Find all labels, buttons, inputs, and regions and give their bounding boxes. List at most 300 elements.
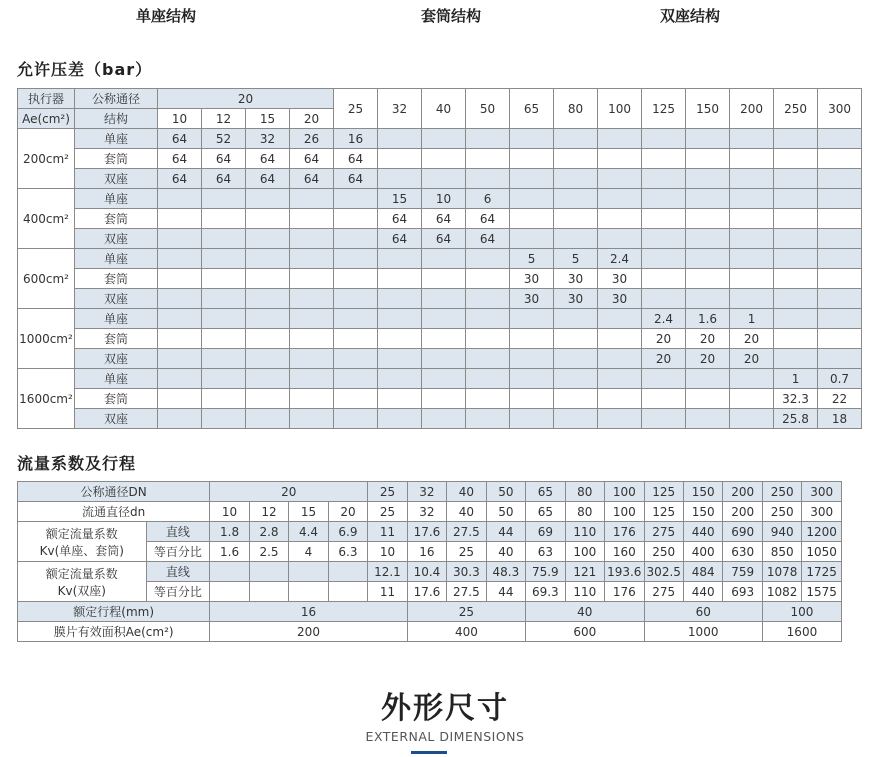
characteristic-label: 等百分比	[146, 542, 210, 562]
table-cell	[554, 149, 598, 169]
table-row	[18, 249, 862, 269]
dn-header: 125	[642, 89, 686, 129]
table-cell	[378, 329, 422, 349]
table-cell	[378, 269, 422, 289]
dn-header: 25	[334, 89, 378, 129]
table-row	[18, 349, 862, 369]
table-cell	[598, 369, 642, 389]
table-cell	[642, 229, 686, 249]
table-cell	[774, 289, 818, 309]
table-cell: 193.6	[605, 562, 644, 582]
table-cell: 1725	[802, 562, 842, 582]
table-cell: 1200	[802, 522, 842, 542]
table-cell: 1	[774, 369, 818, 389]
table-cell	[466, 309, 510, 329]
stroke-label: 额定行程(mm)	[18, 602, 210, 622]
dn-header: 150	[683, 482, 722, 502]
table-cell	[334, 349, 378, 369]
table-cell	[158, 389, 202, 409]
table-cell: 100	[762, 602, 841, 622]
structure-type: 套筒	[75, 149, 158, 169]
table-cell	[422, 249, 466, 269]
table-cell	[510, 229, 554, 249]
table-cell: 64	[158, 129, 202, 149]
table-cell	[210, 562, 249, 582]
table-cell	[422, 409, 466, 429]
dn-header: 80	[565, 482, 604, 502]
dn-label: 公称通径DN	[18, 482, 210, 502]
table-cell	[818, 229, 862, 249]
table-cell: 400	[683, 542, 722, 562]
table-cell	[730, 129, 774, 149]
table-cell: 75.9	[526, 562, 565, 582]
table-cell: 69.3	[526, 582, 565, 602]
table-cell: 693	[723, 582, 762, 602]
table-cell	[642, 249, 686, 269]
table-cell	[774, 169, 818, 189]
table-cell	[246, 209, 290, 229]
table-cell: 12.1	[368, 562, 407, 582]
table-cell	[202, 329, 246, 349]
table-cell	[158, 229, 202, 249]
table-cell: 25	[407, 602, 525, 622]
dn-header: 250	[762, 482, 801, 502]
table-cell: 1.8	[210, 522, 249, 542]
table-cell	[510, 309, 554, 329]
section-title-flow: 流量系数及行程	[17, 454, 137, 473]
table-cell	[290, 189, 334, 209]
flow-coefficient-table	[17, 481, 842, 642]
table-cell	[686, 209, 730, 229]
table-cell	[246, 349, 290, 369]
table-cell: 300	[802, 502, 842, 522]
table-cell	[510, 389, 554, 409]
table-cell	[210, 582, 249, 602]
diaphragm-area-label: 膜片有效面积Ae(cm²)	[18, 622, 210, 642]
table-row	[18, 229, 862, 249]
table-cell: 17.6	[407, 522, 446, 542]
table-cell	[466, 389, 510, 409]
table-row	[18, 289, 862, 309]
table-cell	[290, 309, 334, 329]
table-cell	[598, 229, 642, 249]
table-cell	[554, 369, 598, 389]
table-cell	[730, 229, 774, 249]
dn-header: 50	[486, 482, 525, 502]
structure-type: 双座	[75, 349, 158, 369]
table-cell	[246, 269, 290, 289]
table-cell	[378, 289, 422, 309]
table-cell: 10.4	[407, 562, 446, 582]
table-cell: 440	[683, 522, 722, 542]
table-cell: 69	[526, 522, 565, 542]
table-row	[18, 369, 862, 389]
structure-type: 单座	[75, 369, 158, 389]
table-cell	[818, 169, 862, 189]
table-cell	[510, 349, 554, 369]
table-cell	[466, 169, 510, 189]
table-cell	[466, 129, 510, 149]
table-cell: 27.5	[447, 582, 486, 602]
table-cell: 200	[210, 622, 407, 642]
dn-header: 300	[802, 482, 842, 502]
table-cell: 30	[510, 289, 554, 309]
kv-label-line: Kv(单座、套筒)	[39, 543, 124, 558]
table-cell	[334, 249, 378, 269]
dn-header: 32	[407, 482, 446, 502]
table-cell	[598, 409, 642, 429]
table-row	[18, 389, 862, 409]
table-cell: 125	[644, 502, 683, 522]
table-cell	[249, 562, 288, 582]
table-cell	[246, 409, 290, 429]
dn-header: 25	[368, 482, 407, 502]
table-cell: 40	[447, 502, 486, 522]
table-cell	[818, 289, 862, 309]
table-cell: 64	[290, 149, 334, 169]
table-cell	[158, 209, 202, 229]
structure-type: 单座	[75, 129, 158, 149]
table-cell	[598, 329, 642, 349]
table-cell	[290, 349, 334, 369]
table-cell: 940	[762, 522, 801, 542]
table-cell	[642, 209, 686, 229]
table-cell: 64	[158, 169, 202, 189]
table-row	[18, 329, 862, 349]
table-cell	[158, 409, 202, 429]
table-cell	[422, 389, 466, 409]
table-cell	[686, 169, 730, 189]
table-cell: 110	[565, 582, 604, 602]
section-subtitle-dimensions: EXTERNAL DIMENSIONS	[365, 729, 525, 744]
dn-header: 100	[605, 482, 644, 502]
table-cell	[598, 169, 642, 189]
table-cell: 50	[486, 502, 525, 522]
table-cell: 1000	[644, 622, 762, 642]
table-cell: 20	[730, 349, 774, 369]
table-cell: 16	[407, 542, 446, 562]
table-cell	[818, 349, 862, 369]
table-cell	[378, 349, 422, 369]
table-cell: 302.5	[644, 562, 683, 582]
table-cell	[422, 149, 466, 169]
table-cell	[249, 582, 288, 602]
actuator-label: 执行器	[18, 89, 75, 109]
table-cell	[378, 169, 422, 189]
table-cell	[510, 169, 554, 189]
table-cell: 150	[683, 502, 722, 522]
table-cell	[554, 349, 598, 369]
structure-type: 双座	[75, 229, 158, 249]
table-cell	[246, 329, 290, 349]
table-cell	[422, 289, 466, 309]
table-cell: 600	[526, 622, 644, 642]
table-cell: 630	[723, 542, 762, 562]
table-cell: 10	[210, 502, 249, 522]
table-cell: 18	[818, 409, 862, 429]
table-cell	[422, 329, 466, 349]
table-cell	[466, 409, 510, 429]
actuator-area: 1000cm²	[18, 309, 75, 369]
table-cell	[334, 289, 378, 309]
dn-header: 65	[526, 482, 565, 502]
table-cell: 64	[378, 209, 422, 229]
table-cell	[422, 129, 466, 149]
table-cell: 12	[249, 502, 288, 522]
table-cell: 200	[723, 502, 762, 522]
table-cell	[202, 209, 246, 229]
table-cell: 160	[605, 542, 644, 562]
table-cell: 6.3	[328, 542, 368, 562]
dn-group-20: 20	[210, 482, 368, 502]
structure-type: 套筒	[75, 389, 158, 409]
table-cell	[202, 289, 246, 309]
table-cell	[818, 269, 862, 289]
table-cell	[774, 309, 818, 329]
table-cell	[642, 129, 686, 149]
table-row	[18, 309, 862, 329]
table-cell	[774, 329, 818, 349]
table-cell	[246, 389, 290, 409]
dn-sub-header: 15	[246, 109, 290, 129]
table-cell	[466, 149, 510, 169]
table-cell: 11	[368, 582, 407, 602]
table-row	[18, 602, 842, 622]
table-cell	[730, 389, 774, 409]
table-cell	[334, 209, 378, 229]
table-cell	[202, 249, 246, 269]
table-cell: 26	[290, 129, 334, 149]
dn-sub-header: 12	[202, 109, 246, 129]
table-cell	[290, 369, 334, 389]
table-row	[18, 149, 862, 169]
table-cell: 64	[334, 149, 378, 169]
table-cell: 250	[644, 542, 683, 562]
table-cell: 176	[605, 582, 644, 602]
table-cell: 1575	[802, 582, 842, 602]
table-cell: 15	[289, 502, 328, 522]
dn-header: 300	[818, 89, 862, 129]
actuator-area: 400cm²	[18, 189, 75, 249]
table-cell	[158, 309, 202, 329]
table-cell: 10	[422, 189, 466, 209]
table-cell	[554, 169, 598, 189]
table-cell: 850	[762, 542, 801, 562]
table-cell: 5	[554, 249, 598, 269]
table-cell: 2.8	[249, 522, 288, 542]
table-cell	[686, 269, 730, 289]
table-cell	[818, 149, 862, 169]
dn-header: 125	[644, 482, 683, 502]
table-cell	[598, 149, 642, 169]
table-cell	[774, 189, 818, 209]
table-cell	[158, 189, 202, 209]
table-cell	[730, 149, 774, 169]
table-cell: 30	[554, 269, 598, 289]
characteristic-label: 直线	[146, 562, 210, 582]
section-title-pressure: 允许压差（bar）	[17, 60, 153, 79]
structure-type: 套筒	[75, 209, 158, 229]
table-cell	[246, 189, 290, 209]
type-single-seat: 单座结构	[136, 7, 197, 25]
actuator-area: 1600cm²	[18, 369, 75, 429]
table-row	[18, 209, 862, 229]
table-cell	[730, 369, 774, 389]
pressure-diff-table	[17, 88, 862, 429]
table-cell	[334, 189, 378, 209]
table-cell: 100	[605, 502, 644, 522]
table-cell	[774, 209, 818, 229]
table-cell: 22	[818, 389, 862, 409]
table-cell	[642, 189, 686, 209]
dn-group-20: 20	[158, 89, 334, 109]
table-cell	[334, 309, 378, 329]
table-cell: 1078	[762, 562, 801, 582]
table-cell	[774, 149, 818, 169]
type-double-seat: 双座结构	[660, 7, 721, 25]
table-cell	[378, 149, 422, 169]
table-cell	[202, 189, 246, 209]
table-cell	[554, 409, 598, 429]
table-cell: 4	[289, 542, 328, 562]
actuator-area: 200cm²	[18, 129, 75, 189]
table-cell	[378, 389, 422, 409]
table-cell	[730, 189, 774, 209]
table-cell: 64	[422, 229, 466, 249]
table-row	[18, 562, 842, 582]
table-row	[18, 502, 842, 522]
table-cell: 64	[466, 229, 510, 249]
dn-header: 32	[378, 89, 422, 129]
table-cell: 20	[686, 329, 730, 349]
table-cell	[686, 129, 730, 149]
table-cell: 65	[526, 502, 565, 522]
table-cell	[686, 389, 730, 409]
table-cell: 64	[202, 149, 246, 169]
dn-header: 50	[466, 89, 510, 129]
table-cell: 110	[565, 522, 604, 542]
characteristic-label: 直线	[146, 522, 210, 542]
table-cell	[686, 189, 730, 209]
table-cell	[422, 269, 466, 289]
table-cell: 48.3	[486, 562, 525, 582]
table-cell: 52	[202, 129, 246, 149]
table-row	[18, 622, 842, 642]
actuator-area: 600cm²	[18, 249, 75, 309]
table-cell	[642, 269, 686, 289]
table-cell	[334, 269, 378, 289]
dn-header: 40	[422, 89, 466, 129]
table-cell	[289, 562, 328, 582]
table-cell	[290, 329, 334, 349]
table-cell	[510, 329, 554, 349]
table-cell: 20	[686, 349, 730, 369]
table-cell: 64	[466, 209, 510, 229]
table-cell	[378, 369, 422, 389]
table-cell	[554, 389, 598, 409]
table-cell	[378, 309, 422, 329]
structure-type: 单座	[75, 249, 158, 269]
table-cell: 690	[723, 522, 762, 542]
dn-sub-header: 20	[290, 109, 334, 129]
table-cell: 2.4	[598, 249, 642, 269]
table-cell: 32.3	[774, 389, 818, 409]
structure-type: 双座	[75, 409, 158, 429]
table-cell: 759	[723, 562, 762, 582]
table-cell	[598, 389, 642, 409]
table-cell	[730, 409, 774, 429]
table-cell	[598, 349, 642, 369]
structure-type: 双座	[75, 169, 158, 189]
table-cell	[378, 249, 422, 269]
table-cell: 40	[526, 602, 644, 622]
table-cell: 64	[290, 169, 334, 189]
table-cell: 40	[486, 542, 525, 562]
table-cell: 440	[683, 582, 722, 602]
table-cell: 2.5	[249, 542, 288, 562]
table-cell	[554, 129, 598, 149]
table-cell	[158, 349, 202, 369]
dn-sub-header: 10	[158, 109, 202, 129]
table-cell: 44	[486, 522, 525, 542]
table-cell: 27.5	[447, 522, 486, 542]
table-cell	[598, 189, 642, 209]
table-cell	[290, 209, 334, 229]
table-cell: 64	[246, 169, 290, 189]
table-row	[18, 129, 862, 149]
table-cell: 11	[368, 522, 407, 542]
table-cell: 121	[565, 562, 604, 582]
table-cell	[686, 229, 730, 249]
table-cell	[818, 329, 862, 349]
table-cell: 64	[246, 149, 290, 169]
table-cell	[774, 249, 818, 269]
table-cell	[290, 249, 334, 269]
table-cell	[510, 189, 554, 209]
table-cell: 1.6	[686, 309, 730, 329]
table-cell	[158, 289, 202, 309]
table-cell	[246, 369, 290, 389]
table-cell	[774, 229, 818, 249]
table-cell	[642, 169, 686, 189]
table-cell: 64	[202, 169, 246, 189]
table-cell	[642, 389, 686, 409]
table-cell: 1.6	[210, 542, 249, 562]
table-cell	[334, 369, 378, 389]
table-cell: 100	[565, 542, 604, 562]
table-cell	[510, 409, 554, 429]
dn-header: 40	[447, 482, 486, 502]
table-cell	[466, 269, 510, 289]
table-cell: 30.3	[447, 562, 486, 582]
table-cell	[422, 309, 466, 329]
kv-label-line: 额定流量系数	[45, 566, 118, 581]
table-cell	[510, 149, 554, 169]
flow-coefficient-body	[18, 502, 842, 642]
table-cell: 1050	[802, 542, 842, 562]
kv-label-line: 额定流量系数	[45, 526, 118, 541]
table-row	[18, 522, 842, 542]
table-cell: 20	[642, 349, 686, 369]
characteristic-label: 等百分比	[146, 582, 210, 602]
table-cell	[246, 309, 290, 329]
table-cell: 17.6	[407, 582, 446, 602]
table-cell	[290, 289, 334, 309]
table-cell	[554, 189, 598, 209]
table-cell	[290, 269, 334, 289]
table-cell	[202, 409, 246, 429]
structure-type: 套筒	[75, 329, 158, 349]
